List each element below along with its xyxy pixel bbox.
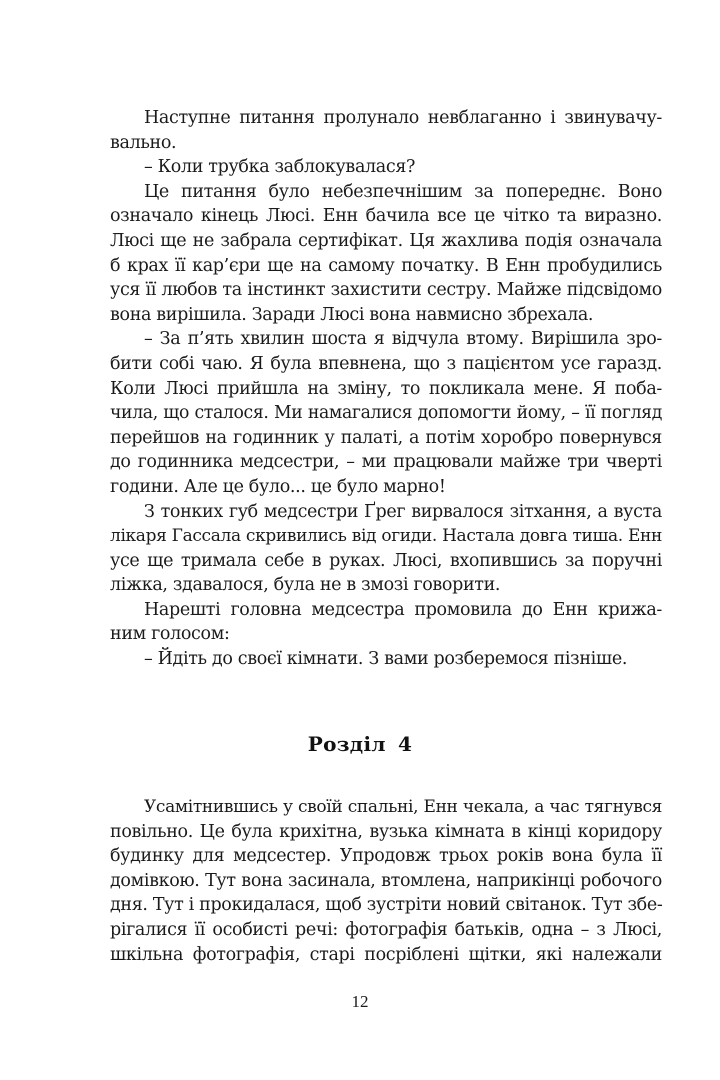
text-line: Наступне питання пролунало невблаганно і звинувачу- [144,108,662,128]
text-line: – За п’ять хвилин шоста я відчула втому. Вирішила зро- [144,329,662,350]
text-line: – Коли трубка заблокувалася? [144,157,416,178]
text-line: чила, що сталося. Ми намагалися допомогти йому, – її погляд [110,403,662,424]
text-line: вона вирішила. Заради Люсі вона навмисно збрехала. [110,304,594,325]
text-line: Нарешті головна медсестра промовила до Енн крижа- [144,599,662,620]
text-line: перейшов на годинник у палаті, а потім хоробро повернувся [110,427,662,448]
text-line: дня. Тут і прокидалася, щоб зустріти новий світанок. Тут збе- [110,895,663,916]
text-line: бити собі чаю. Я була впевнена, що з пацієнтом усе гаразд. [110,353,662,374]
text-line: уся її любов та інстинкт захистити сестру. Майже підсвідомо [110,280,662,301]
text-line: повільно. Це була крихітна, вузька кімната в кінці коридору [110,821,662,842]
chapter-heading: Розділ 4 [307,732,413,756]
text-line: Усамітнившись у своїй спальні, Енн чекала, а час тягнувся [144,797,662,817]
text-line: ліжка, здавалося, була не в змозі говорити. [110,575,501,596]
text-line: до годинника медсестри, – ми працювали майже три чверті [110,452,662,473]
text-line: – Йдіть до своєї кімнати. З вами розберемося пізніше. [144,649,628,670]
text-line: лікаря Гассала скривились від огиди. Настала довга тиша. Енн [110,526,662,547]
text-line: рігалися її особисті речі: фотографія батьків, одна – з Люсі, [110,919,662,940]
text-line: ним голосом: [110,624,230,645]
text-line: б крах її кар’єри ще на самому початку. В Енн пробудились [110,255,662,276]
text-line: шкільна фотографія, старі посріблені щітки, які належали [110,944,662,965]
text-line: З тонких губ медсестри Ґрег вирвалося зітхання, а вуста [144,501,662,522]
text-line: означало кінець Люсі. Енн бачила все це чітко та виразно. [110,206,662,227]
text-section-chapter-4 [110,795,662,967]
text-line: години. Але це було... це було марно! [110,476,446,497]
text-line: Люсі ще не забрала сертифікат. Ця жахлива подія означала [110,230,662,251]
page-number: 12 [351,992,369,1011]
text-line: вально. [110,132,177,153]
text-line: будинку для медсестер. Упродовж трьох років вона була її [110,846,662,867]
text-section-before-chapter [110,106,662,672]
text-line: домівкою. Тут вона засинала, втомлена, наприкінці робочого [110,870,662,891]
text-line: Коли Люсі прийшла на зміну, то покликала мене. Я поба- [110,378,662,399]
text-line: усе ще тримала себе в руках. Люсі, вхопившись за поручні [110,550,662,571]
text-line: Це питання було небезпечнішим за попереднє. Воно [144,181,662,202]
